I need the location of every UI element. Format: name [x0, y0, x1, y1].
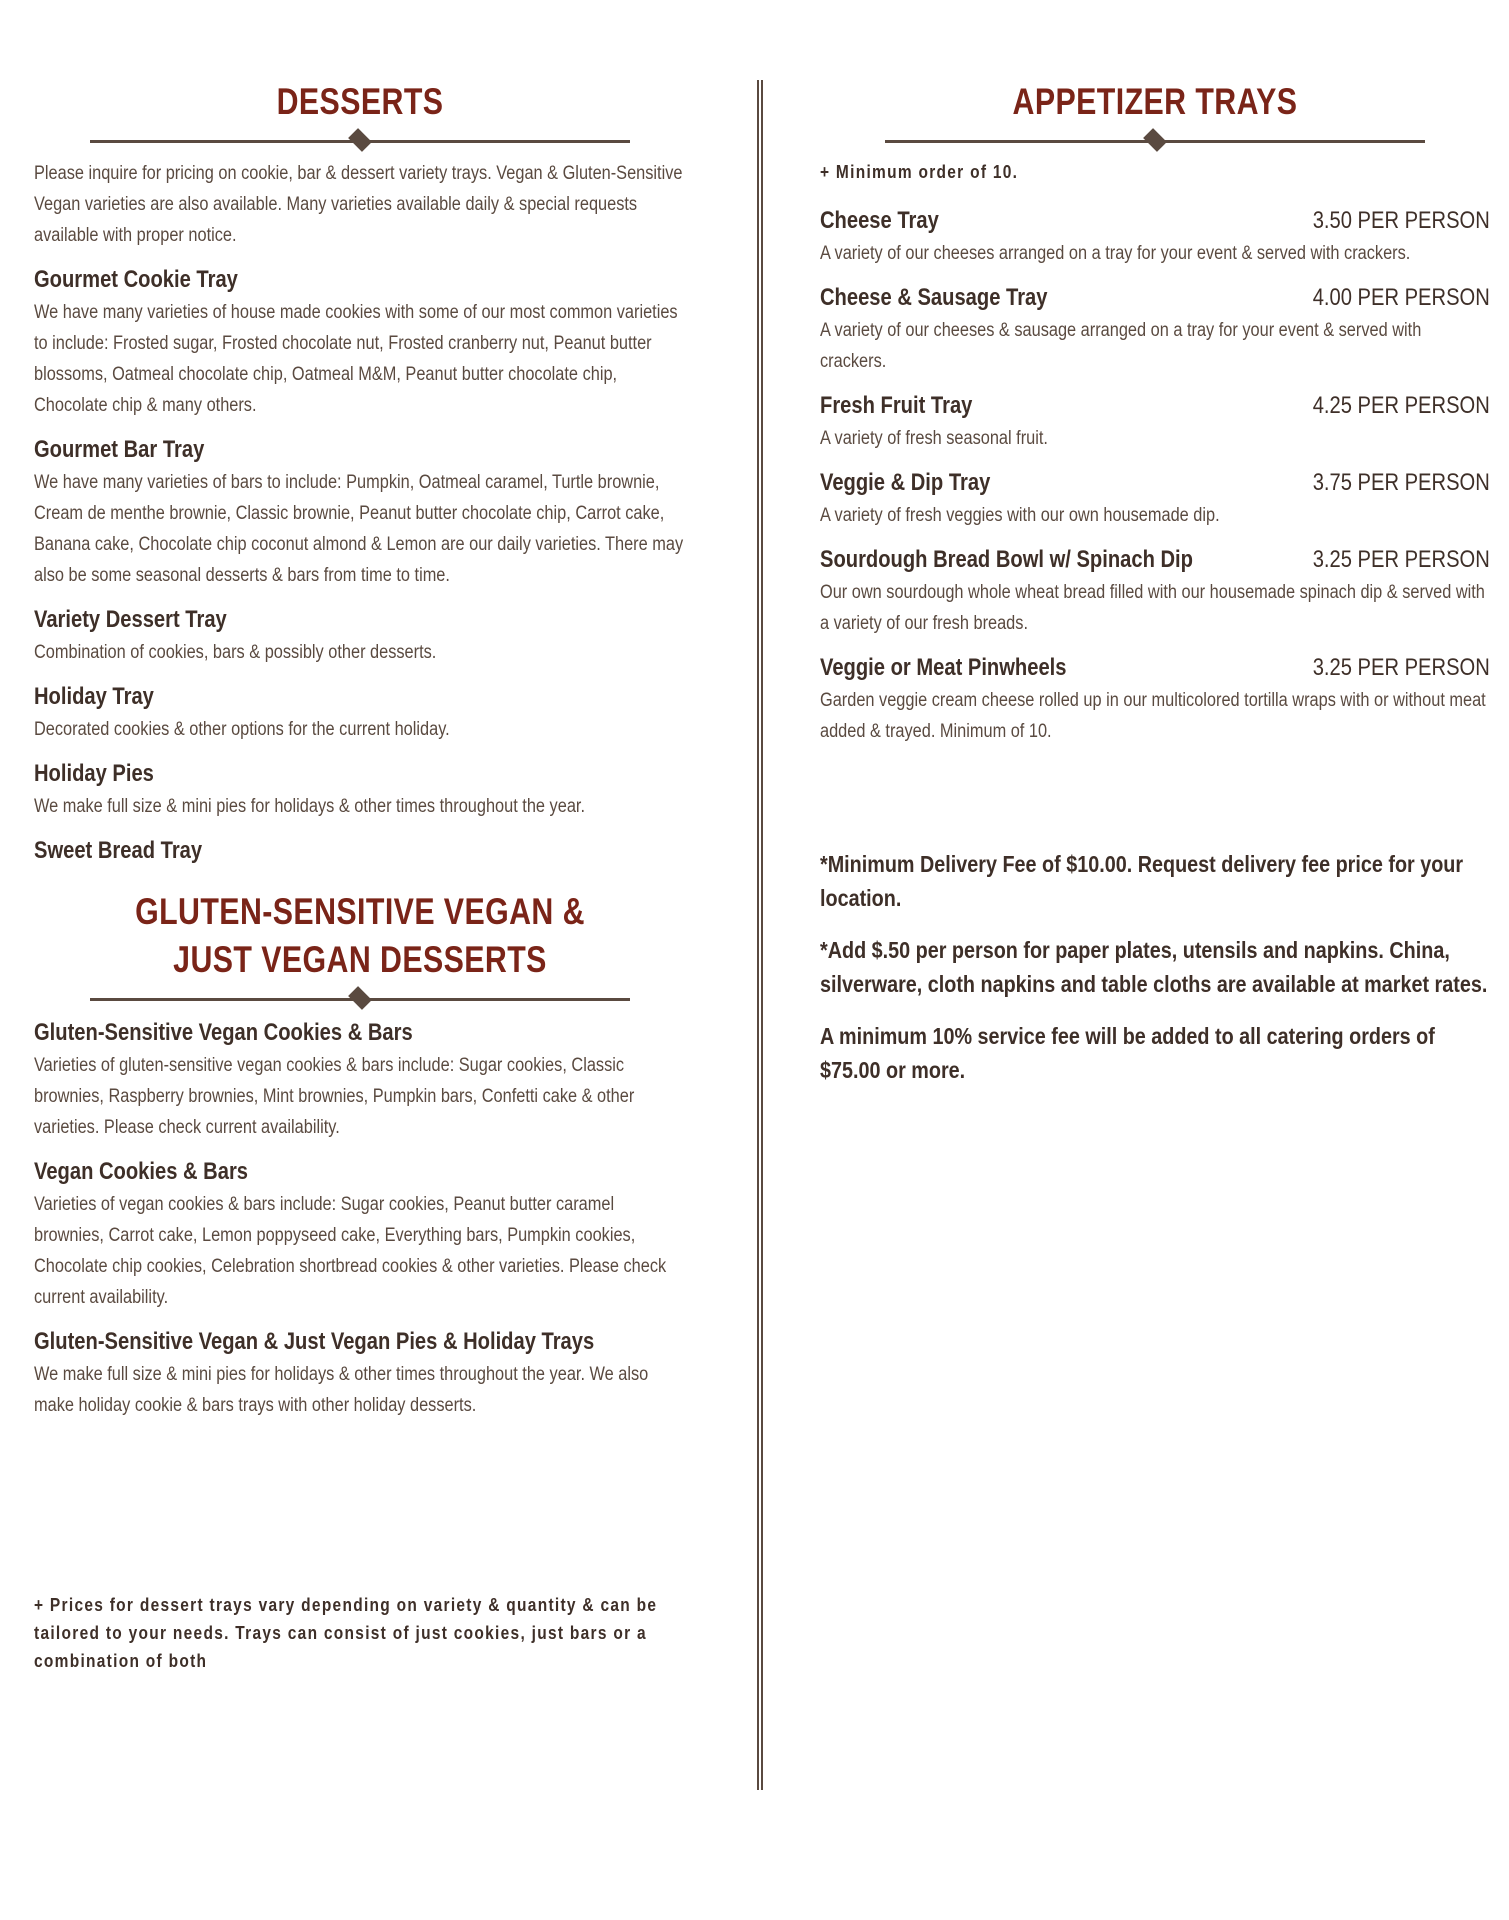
left-column	[34, 78, 686, 1675]
item-description: Varieties of gluten-sensitive vegan cookies & bars include: Sugar cookies, Classic brownies, Raspberry brownies, Mint brownies, Pumpkin bars, Confetti cake & other varieties. Please check current availability.	[34, 1055, 635, 1138]
item-name: Gourmet Bar Tray	[34, 436, 205, 463]
delivery-fee-notice: *Minimum Delivery Fee of $10.00. Request delivery fee price for your location.	[820, 851, 1464, 911]
menu-item	[34, 680, 686, 745]
title-ornament-rule	[90, 990, 630, 1008]
item-name: Gluten-Sensitive Vegan Cookies & Bars	[34, 1019, 413, 1046]
item-description: We make full size & mini pies for holidays & other times throughout the year. We also make holiday cookie & bars trays with other holiday desserts.	[34, 1364, 649, 1416]
menu-item	[34, 757, 686, 822]
item-name: Veggie & Dip Tray	[820, 469, 991, 496]
menu-item	[34, 1155, 686, 1313]
item-description: A variety of fresh seasonal fruit.	[820, 428, 1048, 449]
service-fee-notice: A minimum 10% service fee will be added to all catering orders of $75.00 or more.	[820, 1023, 1435, 1083]
item-description: A variety of fresh veggies with our own housemade dip.	[820, 505, 1220, 526]
menu-item	[820, 281, 1490, 377]
item-name: Holiday Pies	[34, 760, 154, 787]
menu-item	[820, 651, 1490, 747]
item-description: Varieties of vegan cookies & bars include: Sugar cookies, Peanut butter caramel brownies, Carrot cake, Lemon poppyseed cake, Everything bars, Pumpkin cookies, Chocolate chip cookies, Celebration shortbread cookies & other varieties. Please check current availability.	[34, 1194, 667, 1308]
desserts-intro: Please inquire for pricing on cookie, bar & dessert variety trays. Vegan & Gluten-Sensitive Vegan varieties are also available. Many varieties available daily & special requests available with proper notice.	[34, 163, 683, 246]
item-name: Fresh Fruit Tray	[820, 392, 973, 419]
menu-item	[820, 389, 1490, 454]
item-description: Decorated cookies & other options for the current holiday.	[34, 719, 450, 740]
item-name: Holiday Tray	[34, 683, 154, 710]
column-divider	[757, 80, 763, 1790]
item-description: We make full size & mini pies for holidays & other times throughout the year.	[34, 796, 585, 817]
item-description: We have many varieties of bars to include: Pumpkin, Oatmeal caramel, Turtle brownie, Cream de menthe brownie, Classic brownie, Peanut butter chocolate chip, Carrot cake, Banana cake, Chocolate chip coconut almond & Lemon are our daily varieties. There may also be some seasonal desserts & bars from time to time.	[34, 472, 684, 586]
item-description: Our own sourdough whole wheat bread filled with our housemade spinach dip & served with a variety of our fresh breads.	[820, 582, 1485, 634]
menu-item	[34, 433, 686, 591]
menu-item	[34, 1325, 686, 1421]
menu-item	[34, 263, 686, 421]
item-price: 3.75 PER PERSON	[1312, 469, 1490, 496]
item-name: Cheese Tray	[820, 207, 939, 234]
item-description: Garden veggie cream cheese rolled up in our multicolored tortilla wraps with or without meat added & trayed. Minimum of 10.	[820, 690, 1486, 742]
menu-item	[34, 1016, 686, 1143]
paper-goods-notice: *Add $.50 per person for paper plates, utensils and napkins. China, silverware, cloth napkins and table cloths are available at market rates.	[820, 937, 1488, 997]
appetizer-trays-title: APPETIZER TRAYS	[1012, 81, 1298, 122]
item-name: Sourdough Bread Bowl w/ Spinach Dip	[820, 546, 1193, 573]
item-name: Gluten-Sensitive Vegan & Just Vegan Pies & Holiday Trays	[34, 1328, 595, 1355]
desserts-title: DESSERTS	[276, 81, 444, 122]
dessert-pricing-footnote: + Prices for dessert trays vary depending on variety & quantity & can be tailored to your needs. Trays can consist of just cookies, just bars or a combination of both	[34, 1595, 658, 1671]
item-name: Cheese & Sausage Tray	[820, 284, 1048, 311]
minimum-order-note: + Minimum order of 10.	[820, 162, 1019, 182]
item-name: Vegan Cookies & Bars	[34, 1158, 249, 1185]
item-price: 3.50 PER PERSON	[1312, 207, 1490, 234]
item-name: Gourmet Cookie Tray	[34, 266, 238, 293]
menu-item	[820, 204, 1490, 269]
title-ornament-rule	[885, 132, 1425, 150]
menu-item	[820, 466, 1490, 531]
item-price: 4.25 PER PERSON	[1312, 392, 1490, 419]
item-price: 3.25 PER PERSON	[1312, 546, 1490, 573]
item-price: 4.00 PER PERSON	[1312, 284, 1490, 311]
right-column	[820, 78, 1490, 1087]
item-description: A variety of our cheeses & sausage arranged on a tray for your event & served with crackers.	[820, 320, 1422, 372]
menu-item	[820, 543, 1490, 639]
menu-item	[34, 603, 686, 668]
item-description: Combination of cookies, bars & possibly other desserts.	[34, 642, 437, 663]
item-description: We have many varieties of house made cookies with some of our most common varieties to include: Frosted sugar, Frosted chocolate nut, Frosted cranberry nut, Peanut butter blossoms, Oatmeal chocolate chip, Oatmeal M&M, Peanut butter chocolate chip, Chocolate chip & many others.	[34, 302, 678, 416]
menu-item	[34, 834, 686, 868]
item-name: Variety Dessert Tray	[34, 606, 227, 633]
item-name: Veggie or Meat Pinwheels	[820, 654, 1067, 681]
item-price: 3.25 PER PERSON	[1312, 654, 1490, 681]
vegan-desserts-title: GLUTEN-SENSITIVE VEGAN & JUST VEGAN DESSERTS	[135, 891, 585, 980]
item-description: A variety of our cheeses arranged on a tray for your event & served with crackers.	[820, 243, 1411, 264]
title-ornament-rule	[90, 132, 630, 150]
item-name: Sweet Bread Tray	[34, 837, 203, 864]
